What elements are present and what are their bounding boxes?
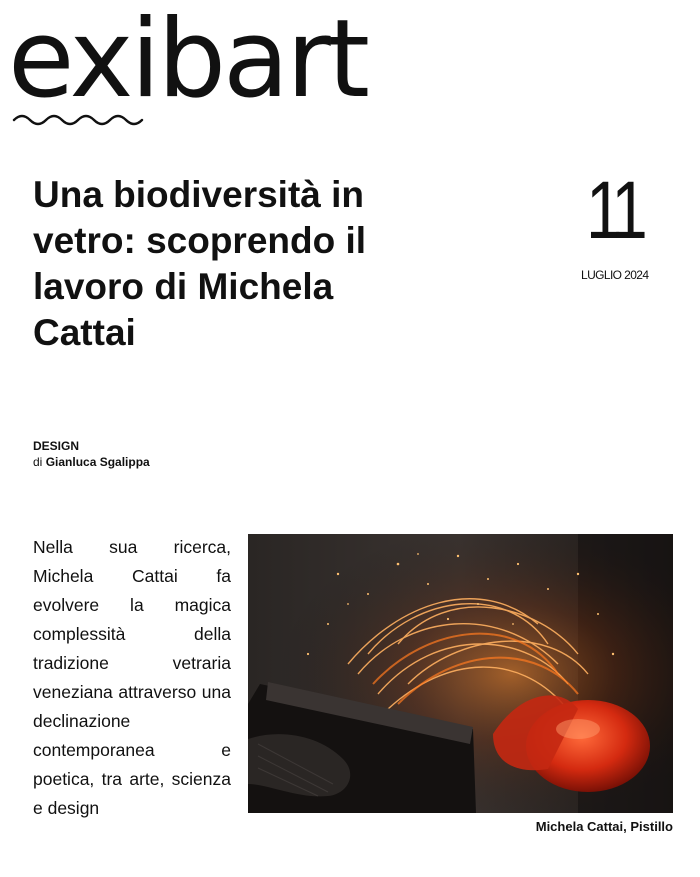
author-name[interactable]: Gianluca Sgalippa: [45, 455, 150, 469]
article-image: [248, 534, 673, 813]
date-day: 11: [586, 165, 642, 256]
image-caption: Michela Cattai, Pistillo: [535, 819, 673, 834]
byline: [33, 455, 150, 469]
category-label[interactable]: DESIGN: [33, 439, 80, 453]
date-month-year: LUGLIO 2024: [581, 268, 649, 282]
article-intro: Nella sua ricerca, Michela Cattai fa evolvere la magica complessità della tradizione vetraria veneziana attraverso una declinazione contemporanea e poetica, tra arte, scienza e design: [33, 537, 231, 818]
byline-prefix: di: [33, 455, 43, 469]
logo-wave-icon: [12, 112, 146, 128]
article-title: Una biodiversità in vetro: scoprendo il lavoro di Michela Cattai: [33, 174, 367, 353]
logo[interactable]: exibart: [8, 0, 367, 122]
glass-blowing-photo: [248, 534, 673, 813]
